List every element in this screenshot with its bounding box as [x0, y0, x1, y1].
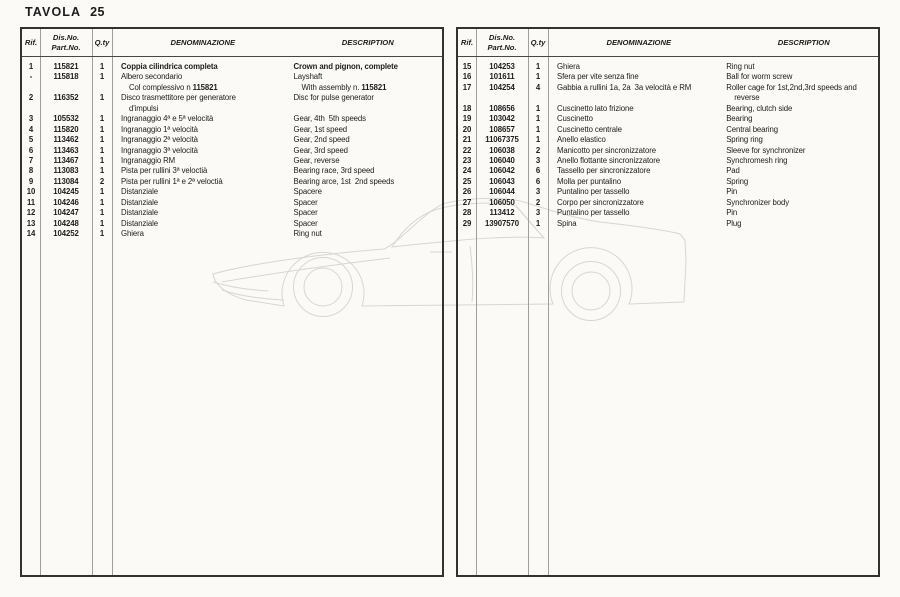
part-number-cell: 106040	[489, 155, 515, 165]
denomination-text: Col complessivo n 115821	[129, 82, 218, 92]
part-number-cell: 103042	[489, 114, 515, 124]
denomination-text: Gabbia a rullini 1a, 2a 3a velocità e RM	[557, 82, 692, 92]
part-number-cell: 104248	[53, 218, 79, 228]
parts-table-left	[20, 27, 444, 577]
description-text: Bearing, clutch side	[726, 103, 793, 113]
qty-cell: 1	[99, 208, 105, 218]
rif-cell: 19	[462, 114, 472, 124]
name-description-cell	[548, 187, 878, 197]
rif-cell: 4	[28, 124, 34, 134]
qty-cell: 3	[535, 208, 541, 218]
header-combined	[548, 38, 878, 47]
qty-cell	[528, 93, 548, 103]
table-row	[22, 156, 442, 166]
part-number-cell	[40, 83, 92, 93]
table-row	[458, 198, 878, 208]
denomination-text: Spina	[557, 218, 577, 228]
name-description-cell	[548, 156, 878, 166]
denomination-text: d'impulsi	[129, 103, 159, 113]
rif-cell: 18	[462, 103, 472, 113]
description-text: Pad	[726, 166, 740, 176]
page-number: 25	[90, 5, 105, 19]
name-description-cell	[112, 187, 442, 197]
qty-cell: 1	[99, 197, 105, 207]
qty-cell: 1	[99, 166, 105, 176]
rif-cell: 1	[28, 62, 34, 71]
part-number-cell: 106042	[489, 166, 515, 176]
table-row	[458, 135, 878, 145]
denomination-text: Puntalino per tassello	[557, 208, 630, 218]
qty-cell: 1	[99, 62, 105, 71]
name-description-cell	[112, 146, 442, 156]
part-number-cell: 113084	[53, 176, 79, 186]
name-description-cell	[548, 135, 878, 145]
part-number-cell: 104253	[489, 62, 515, 71]
name-description-cell	[548, 198, 878, 208]
description-text: Gear, 1st speed	[293, 124, 348, 134]
denomination-text: Ghiera	[557, 62, 580, 71]
qty-cell: 1	[535, 72, 541, 82]
rif-cell: 26	[462, 187, 472, 197]
table-row	[458, 62, 878, 72]
table-row	[22, 177, 442, 187]
rif-cell	[22, 104, 40, 114]
denomination-text: Sfera per vite senza fine	[557, 72, 639, 82]
description-text: Gear, 2nd speed	[293, 135, 350, 145]
header-part-no	[476, 33, 528, 51]
qty-cell: 1	[99, 218, 105, 228]
denomination-text: Distanziale	[121, 197, 159, 207]
part-number-cell: 104246	[53, 197, 79, 207]
table-row	[22, 198, 442, 208]
page-title-text: TAVOLA	[25, 5, 82, 19]
denomination-text: Disco trasmettitore per generatore	[121, 93, 236, 103]
denomination-text: Pista per rullini 3ª veloctià	[121, 166, 208, 176]
qty-cell: 3	[535, 187, 541, 197]
part-number-cell: 106038	[489, 145, 515, 155]
name-description-cell	[112, 62, 442, 72]
header-qty: Q.ty	[94, 37, 110, 47]
qty-cell: 1	[99, 93, 105, 103]
rif-cell: 25	[462, 176, 472, 186]
denomination-text: Molla per puntalino	[557, 176, 621, 186]
description-text: Central bearing	[726, 124, 778, 134]
description-text: Pin	[726, 208, 738, 218]
description-text: Spacer	[293, 218, 318, 228]
table-row	[22, 114, 442, 124]
rif-cell: 17	[462, 82, 472, 92]
qty-cell	[92, 104, 112, 114]
header-description: DESCRIPTION	[777, 37, 830, 47]
part-number-cell: 104252	[53, 229, 79, 238]
name-description-cell	[112, 104, 442, 114]
header-denomination: DENOMINAZIONE	[606, 37, 672, 47]
qty-cell: 6	[535, 166, 541, 176]
header-part-no-line: Part.No.	[51, 42, 81, 52]
rif-cell: 8	[28, 166, 34, 176]
denomination-text: Ingranaggio 1ª velocità	[121, 124, 198, 134]
table-row	[22, 146, 442, 156]
description-text: Ring nut	[726, 62, 755, 71]
rif-cell: 6	[28, 145, 34, 155]
qty-cell: 4	[535, 82, 541, 92]
part-number-cell: 105532	[53, 114, 79, 124]
description-text: Spring ring	[726, 135, 763, 145]
header-dis-no-line: Dis.No.	[488, 33, 516, 43]
part-number-cell: 116352	[53, 93, 79, 103]
rif-cell: 10	[26, 187, 36, 197]
rif-cell: 22	[462, 145, 472, 155]
table-header	[22, 29, 442, 57]
table-row	[458, 177, 878, 187]
description-text: Sleeve for synchronizer	[726, 145, 806, 155]
name-description-cell	[112, 135, 442, 145]
rif-cell: 27	[462, 197, 472, 207]
table-row	[458, 208, 878, 218]
denomination-text: Manicotto per sincronizzatore	[557, 145, 656, 155]
rif-cell: 23	[462, 155, 472, 165]
description-text: Layshaft	[293, 72, 323, 82]
denomination-text: Anello elastico	[557, 135, 606, 145]
rif-cell: 28	[462, 208, 472, 218]
rif-cell: 3	[28, 114, 34, 124]
name-description-cell	[548, 166, 878, 176]
part-number-cell: 108656	[489, 103, 515, 113]
description-text: Ball for worm screw	[726, 72, 793, 82]
description-text: Ring nut	[293, 229, 322, 238]
description-text: Bearing arce, 1st 2nd speeds	[293, 176, 395, 186]
rif-cell: 14	[26, 229, 36, 238]
description-text: Gear, 3rd speed	[293, 145, 348, 155]
qty-cell: 6	[535, 176, 541, 186]
name-description-cell	[548, 219, 878, 229]
part-number-cell: 11067375	[485, 135, 519, 145]
qty-cell: 3	[535, 155, 541, 165]
header-dis-no-line: Dis.No.	[52, 33, 80, 43]
qty-cell: 1	[99, 187, 105, 197]
qty-cell: 1	[99, 135, 105, 145]
denomination-text: Distanziale	[121, 218, 159, 228]
rif-cell: 12	[26, 208, 36, 218]
parts-table-right	[456, 27, 880, 577]
qty-cell: 2	[535, 145, 541, 155]
table-body	[458, 57, 878, 229]
rif-cell: 11	[26, 197, 36, 207]
description-text: Synchromesh ring	[726, 155, 788, 165]
name-description-cell	[548, 62, 878, 72]
description-text: Gear, reverse	[293, 155, 340, 165]
name-description-cell	[112, 166, 442, 176]
header-combined	[112, 38, 442, 47]
part-number-cell: 106050	[489, 197, 515, 207]
table-row	[458, 83, 878, 93]
denomination-text: Cuscinetto	[557, 114, 593, 124]
denomination-text: Ingranaggio 3ª velocità	[121, 145, 198, 155]
name-description-cell	[548, 125, 878, 135]
name-description-cell	[548, 208, 878, 218]
table-header	[458, 29, 878, 57]
header-rif: Rif.	[460, 37, 474, 47]
qty-cell: 2	[535, 197, 541, 207]
table-row	[22, 93, 442, 103]
table-row	[458, 104, 878, 114]
part-number-cell: 104247	[53, 208, 79, 218]
description-text: Crown and pignon, complete	[293, 62, 398, 71]
header-part-no	[40, 33, 92, 51]
qty-cell	[92, 83, 112, 93]
qty-cell: 1	[535, 62, 541, 71]
rif-cell: 2	[28, 93, 34, 103]
table-row	[458, 219, 878, 229]
header-qty: Q.ty	[530, 37, 546, 47]
denomination-text: Distanziale	[121, 187, 159, 197]
denomination-text: Puntalino per tassello	[557, 187, 630, 197]
name-description-cell	[112, 219, 442, 229]
name-description-cell	[548, 146, 878, 156]
table-row	[22, 125, 442, 135]
table-row	[22, 208, 442, 218]
rif-cell: 29	[462, 218, 472, 228]
table-row	[458, 146, 878, 156]
name-description-cell	[112, 83, 442, 93]
qty-cell: 2	[99, 176, 105, 186]
qty-cell: 1	[99, 124, 105, 134]
name-description-cell	[112, 125, 442, 135]
name-description-cell	[548, 177, 878, 187]
part-number-cell	[476, 93, 528, 103]
description-text: Spacer	[293, 197, 318, 207]
description-text: Synchronizer body	[726, 197, 790, 207]
header-denomination: DENOMINAZIONE	[170, 37, 236, 47]
qty-cell: 1	[535, 124, 541, 134]
rif-cell: 20	[462, 124, 472, 134]
denomination-text: Distanziale	[121, 208, 159, 218]
table-body	[22, 57, 442, 239]
rif-cell: 5	[28, 135, 34, 145]
rif-cell	[22, 83, 40, 93]
table-row	[22, 83, 442, 93]
part-number-cell: 115818	[53, 72, 79, 82]
description-text: Bearing	[726, 114, 753, 124]
table-row	[458, 187, 878, 197]
qty-cell: 1	[99, 114, 105, 124]
description-text: Pin	[726, 187, 738, 197]
denomination-text: Albero secondario	[121, 72, 183, 82]
header-part-no-line: Part.No.	[487, 42, 517, 52]
part-number-cell: 115820	[53, 124, 79, 134]
denomination-text: Ingranaggio 4ª e 5ª velocità	[121, 114, 214, 124]
qty-cell: 1	[99, 155, 105, 165]
part-number-cell: 101611	[489, 72, 515, 82]
name-description-cell	[112, 208, 442, 218]
description-text: Bearing race, 3rd speed	[293, 166, 375, 176]
rif-cell: 9	[28, 176, 34, 186]
part-number-cell: 13907570	[485, 218, 519, 228]
name-description-cell	[548, 104, 878, 114]
description-text: Disc for pulse generator	[293, 93, 374, 103]
part-number-cell: 104254	[489, 82, 515, 92]
name-description-cell	[112, 229, 442, 239]
denomination-text: Ghiera	[121, 229, 144, 238]
rif-cell: 16	[462, 72, 472, 82]
qty-cell: 1	[99, 72, 105, 82]
name-description-cell	[112, 72, 442, 82]
name-description-cell	[548, 114, 878, 124]
part-number-cell	[40, 104, 92, 114]
part-number-cell: 113467	[53, 155, 79, 165]
table-row	[22, 62, 442, 72]
name-description-cell	[112, 93, 442, 103]
table-row	[458, 125, 878, 135]
part-number-cell: 108657	[489, 124, 515, 134]
part-number-cell: 113412	[489, 208, 515, 218]
part-number-cell: 104245	[53, 187, 79, 197]
description-text: reverse	[734, 93, 760, 103]
denomination-text: Pista per rullini 1ª e 2ª veloctià	[121, 176, 223, 186]
denomination-text: Ingranaggio RM	[121, 155, 176, 165]
rif-cell: 13	[26, 218, 36, 228]
header-rif: Rif.	[24, 37, 38, 47]
name-description-cell	[112, 156, 442, 166]
rif-cell: -	[29, 72, 33, 82]
description-text: Roller cage for 1st,2nd,3rd speeds and	[726, 82, 857, 92]
denomination-text: Tassello per sincronizzatore	[557, 166, 651, 176]
description-text: Spacere	[293, 187, 322, 197]
name-description-cell	[548, 72, 878, 82]
table-row	[22, 104, 442, 114]
table-row	[22, 166, 442, 176]
table-row	[458, 166, 878, 176]
name-description-cell	[112, 177, 442, 187]
denomination-text: Anello flottante sincronizzatore	[557, 155, 660, 165]
qty-cell: 1	[99, 229, 105, 238]
header-description: DESCRIPTION	[341, 37, 394, 47]
qty-cell: 1	[535, 135, 541, 145]
qty-cell: 1	[535, 103, 541, 113]
rif-cell: 24	[462, 166, 472, 176]
table-row	[458, 114, 878, 124]
part-number-cell: 115821	[53, 62, 79, 71]
denomination-text: Coppia cilindrica completa	[121, 62, 218, 71]
rif-cell	[458, 93, 476, 103]
description-text: With assembly n. 115821	[301, 82, 387, 92]
description-text: Plug	[726, 218, 742, 228]
qty-cell: 1	[535, 114, 541, 124]
part-number-cell: 113462	[53, 135, 79, 145]
rif-cell: 15	[462, 62, 472, 71]
description-text: Spring	[726, 176, 749, 186]
denomination-text: Cuscinetto lato frizione	[557, 103, 634, 113]
name-description-cell	[548, 83, 878, 93]
part-number-cell: 106044	[489, 187, 515, 197]
table-row	[22, 229, 442, 239]
description-text: Gear, 4th 5th speeds	[293, 114, 366, 124]
rif-cell: 21	[462, 135, 472, 145]
page-title	[25, 5, 105, 19]
table-row	[458, 156, 878, 166]
name-description-cell	[548, 93, 878, 103]
part-number-cell: 106043	[489, 176, 515, 186]
part-number-cell: 113083	[53, 166, 79, 176]
table-row	[22, 219, 442, 229]
qty-cell: 1	[535, 218, 541, 228]
denomination-text: Cuscinetto centrale	[557, 124, 622, 134]
table-row	[458, 93, 878, 103]
denomination-text: Corpo per sincronizzatore	[557, 197, 644, 207]
name-description-cell	[112, 114, 442, 124]
table-row	[458, 72, 878, 82]
part-number-cell: 113463	[53, 145, 79, 155]
table-row	[22, 187, 442, 197]
description-text: Spacer	[293, 208, 318, 218]
qty-cell: 1	[99, 145, 105, 155]
denomination-text: Ingranaggio 2ª velocità	[121, 135, 198, 145]
name-description-cell	[112, 198, 442, 208]
table-row	[22, 135, 442, 145]
rif-cell: 7	[28, 155, 34, 165]
table-row	[22, 72, 442, 82]
